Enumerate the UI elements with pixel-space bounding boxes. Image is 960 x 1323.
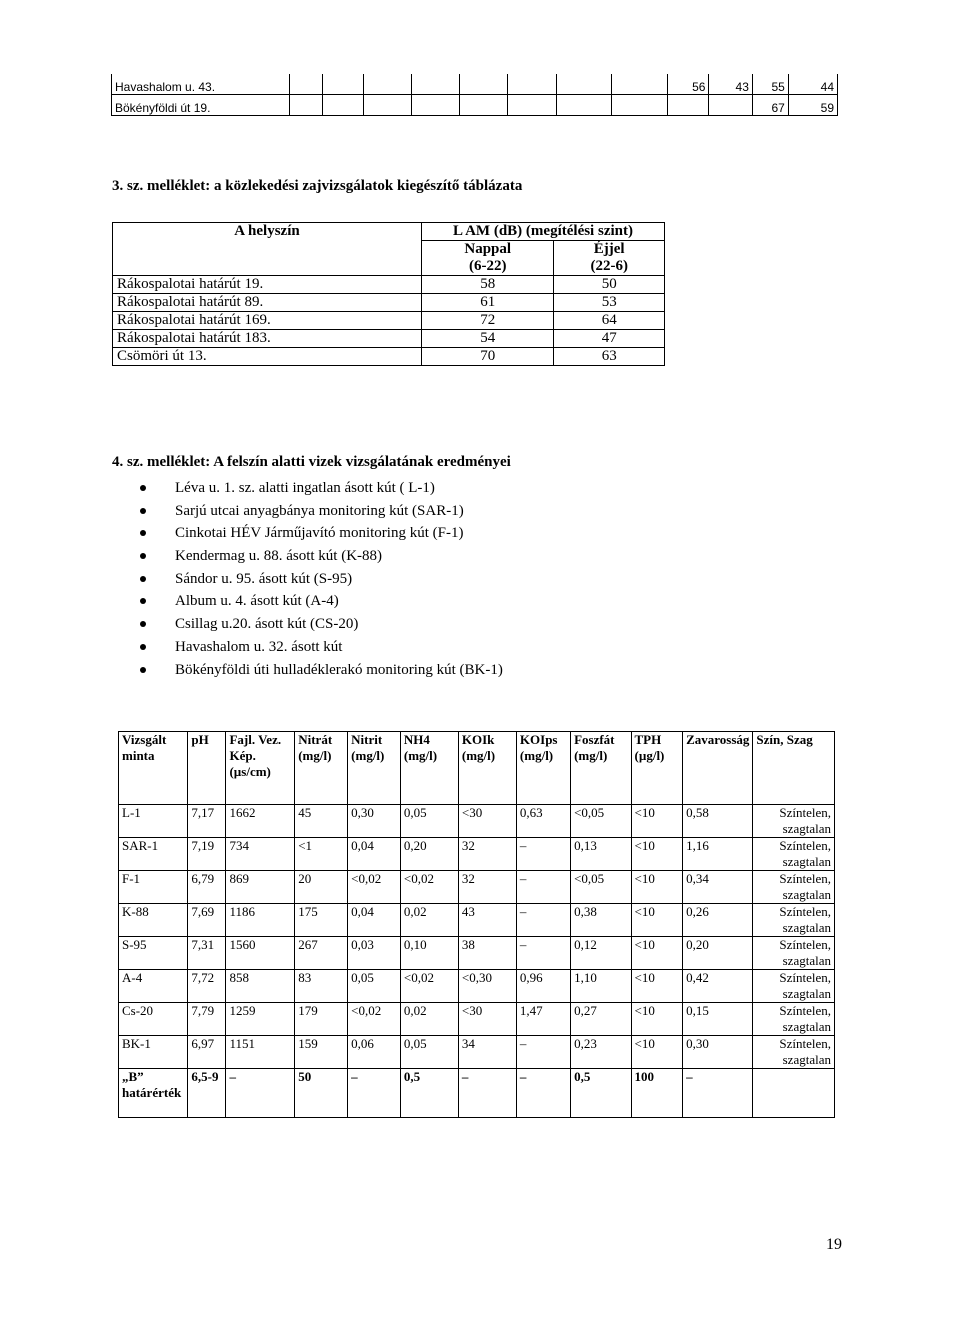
noise-table-body xyxy=(113,223,665,366)
noise-place: Rákospalotai határút 169. xyxy=(113,312,422,330)
water-cell-tph: <10 xyxy=(631,838,683,871)
water-cell-nh4: 0,20 xyxy=(400,838,458,871)
water-header-cell: TPH (µg/l) xyxy=(631,732,683,805)
limit-cell-nitrat: 50 xyxy=(295,1069,348,1118)
water-cell-sample: A-4 xyxy=(119,970,188,1003)
noise-day-value: 70 xyxy=(422,348,554,366)
water-cell-foszfat: 0,13 xyxy=(571,838,631,871)
water-cell-nitrit: 0,30 xyxy=(348,805,401,838)
limit-cell-cond: – xyxy=(226,1069,295,1118)
top-empty-cell xyxy=(508,95,556,116)
water-table-row xyxy=(119,1036,835,1069)
noise-table xyxy=(112,222,665,366)
limit-cell-tph: 100 xyxy=(631,1069,683,1118)
water-cell-zavar: 0,58 xyxy=(683,805,753,838)
water-cell-koips: 0,63 xyxy=(516,805,570,838)
water-cell-tph: <10 xyxy=(631,805,683,838)
water-limit-row xyxy=(119,1069,835,1118)
noise-night-value: 64 xyxy=(554,312,665,330)
water-cell-cond: 1151 xyxy=(226,1036,295,1069)
top-place-cell: Havashalom u. 43. xyxy=(112,74,290,95)
water-cell-nitrat: 179 xyxy=(295,1003,348,1036)
water-cell-nitrit: <0,02 xyxy=(348,871,401,904)
bullet-icon xyxy=(140,621,146,627)
water-table-row xyxy=(119,937,835,970)
water-cell-cond: 858 xyxy=(226,970,295,1003)
water-cell-nh4: <0,02 xyxy=(400,970,458,1003)
well-list-item xyxy=(140,545,503,568)
water-cell-nitrat: <1 xyxy=(295,838,348,871)
water-table-header xyxy=(119,732,835,805)
top-empty-cell xyxy=(363,74,411,95)
water-cell-nitrat: 267 xyxy=(295,937,348,970)
water-cell-ph: 7,79 xyxy=(188,1003,226,1036)
water-cell-tph: <10 xyxy=(631,970,683,1003)
top-value-cell: 44 xyxy=(788,74,837,95)
water-cell-koik: <30 xyxy=(458,1003,516,1036)
water-cell-koik: 43 xyxy=(458,904,516,937)
water-cell-szin: Színtelen, szagtalan xyxy=(753,805,835,838)
water-cell-zavar: 0,15 xyxy=(683,1003,753,1036)
water-cell-koips: – xyxy=(516,937,570,970)
water-cell-tph: <10 xyxy=(631,937,683,970)
top-empty-cell xyxy=(460,95,508,116)
water-table-row xyxy=(119,904,835,937)
top-empty-cell xyxy=(612,95,668,116)
water-cell-sample: BK-1 xyxy=(119,1036,188,1069)
noise-table-row xyxy=(113,312,665,330)
water-cell-nh4: 0,05 xyxy=(400,805,458,838)
water-table-row xyxy=(119,1003,835,1036)
top-empty-cell xyxy=(556,95,612,116)
water-table-body xyxy=(119,805,835,1118)
bullet-icon xyxy=(140,485,146,491)
water-cell-nitrat: 45 xyxy=(295,805,348,838)
limit-cell-nh4: 0,5 xyxy=(400,1069,458,1118)
water-cell-szin: Színtelen, szagtalan xyxy=(753,970,835,1003)
limit-cell-szin xyxy=(753,1069,835,1118)
water-cell-ph: 7,69 xyxy=(188,904,226,937)
top-empty-cell xyxy=(460,74,508,95)
water-header-cell: KOIps (mg/l) xyxy=(516,732,570,805)
water-header-cell: Nitrit (mg/l) xyxy=(348,732,401,805)
top-empty-cell xyxy=(612,74,668,95)
water-cell-sample: S-95 xyxy=(119,937,188,970)
water-cell-nitrat: 83 xyxy=(295,970,348,1003)
bullet-icon xyxy=(140,667,146,673)
water-cell-zavar: 1,16 xyxy=(683,838,753,871)
well-list-item xyxy=(140,568,503,591)
well-name: Havashalom u. 32. ásott kút xyxy=(175,638,343,655)
top-value-cell xyxy=(709,95,752,116)
water-cell-koik: 38 xyxy=(458,937,516,970)
well-list-item xyxy=(140,659,503,682)
water-cell-nitrit: 0,03 xyxy=(348,937,401,970)
top-empty-cell xyxy=(412,74,460,95)
header-place: A helyszín xyxy=(113,223,422,276)
top-empty-cell xyxy=(412,95,460,116)
water-cell-nitrat: 175 xyxy=(295,904,348,937)
water-table-row xyxy=(119,970,835,1003)
water-cell-cond: 1259 xyxy=(226,1003,295,1036)
water-cell-foszfat: 0,27 xyxy=(571,1003,631,1036)
well-name: Cinkotai HÉV Járműjavító monitoring kút (F-1) xyxy=(175,525,464,542)
top-value-cell: 55 xyxy=(752,74,788,95)
water-cell-cond: 869 xyxy=(226,871,295,904)
water-cell-foszfat: <0,05 xyxy=(571,805,631,838)
noise-night-value: 53 xyxy=(554,294,665,312)
water-cell-nitrit: <0,02 xyxy=(348,1003,401,1036)
limit-cell-foszfat: 0,5 xyxy=(571,1069,631,1118)
water-cell-szin: Színtelen, szagtalan xyxy=(753,838,835,871)
water-cell-sample: F-1 xyxy=(119,871,188,904)
water-cell-zavar: 0,42 xyxy=(683,970,753,1003)
water-cell-koik: 32 xyxy=(458,838,516,871)
noise-night-value: 47 xyxy=(554,330,665,348)
noise-place: Rákospalotai határút 183. xyxy=(113,330,422,348)
appendix-4-title: 4. sz. melléklet: A felszín alatti vizek vizsgálatának eredményei xyxy=(112,454,511,470)
water-cell-tph: <10 xyxy=(631,1003,683,1036)
water-cell-ph: 6,97 xyxy=(188,1036,226,1069)
well-name: Bökényföldi úti hulladéklerakó monitoring kút (BK-1) xyxy=(175,661,503,678)
noise-place: Rákospalotai határút 89. xyxy=(113,294,422,312)
water-cell-sample: L-1 xyxy=(119,805,188,838)
top-empty-cell xyxy=(508,74,556,95)
noise-table-row xyxy=(113,276,665,294)
noise-day-value: 61 xyxy=(422,294,554,312)
water-header-cell: Vizsgált minta xyxy=(119,732,188,805)
top-empty-cell xyxy=(289,74,322,95)
header-lam: L AM (dB) (megítélési szint) xyxy=(422,223,665,241)
noise-place: Csömöri út 13. xyxy=(113,348,422,366)
noise-table-row xyxy=(113,348,665,366)
header-day xyxy=(422,241,554,276)
water-cell-ph: 7,72 xyxy=(188,970,226,1003)
water-cell-cond: 1186 xyxy=(226,904,295,937)
top-value-cell xyxy=(667,95,709,116)
bullet-icon xyxy=(140,553,146,559)
water-header-cell: Foszfát (mg/l) xyxy=(571,732,631,805)
noise-table-row xyxy=(113,294,665,312)
water-cell-zavar: 0,26 xyxy=(683,904,753,937)
well-list-item xyxy=(140,636,503,659)
water-header-cell: pH xyxy=(188,732,226,805)
top-value-cell: 56 xyxy=(667,74,709,95)
water-cell-koips: – xyxy=(516,1036,570,1069)
bullet-icon xyxy=(140,598,146,604)
water-cell-zavar: 0,30 xyxy=(683,1036,753,1069)
limit-cell-koips: – xyxy=(516,1069,570,1118)
limit-cell-ph: 6,5-9 xyxy=(188,1069,226,1118)
top-value-cell: 43 xyxy=(709,74,752,95)
water-quality-table xyxy=(118,731,835,1118)
top-value-cell: 67 xyxy=(752,95,788,116)
noise-night-value: 50 xyxy=(554,276,665,294)
bullet-icon xyxy=(140,644,146,650)
water-cell-foszfat: 0,12 xyxy=(571,937,631,970)
water-cell-ph: 7,17 xyxy=(188,805,226,838)
noise-night-value: 63 xyxy=(554,348,665,366)
header-night xyxy=(554,241,665,276)
water-cell-nitrit: 0,04 xyxy=(348,838,401,871)
water-header-cell: Szín, Szag xyxy=(753,732,835,805)
water-cell-ph: 7,31 xyxy=(188,937,226,970)
noise-table-row xyxy=(113,330,665,348)
well-name: Léva u. 1. sz. alatti ingatlan ásott kút ( L-1) xyxy=(175,480,435,496)
water-cell-szin: Színtelen, szagtalan xyxy=(753,904,835,937)
water-cell-szin: Színtelen, szagtalan xyxy=(753,871,835,904)
water-header-cell: Fajl. Vez. Kép. (µs/cm) xyxy=(226,732,295,805)
water-cell-koips: 1,47 xyxy=(516,1003,570,1036)
water-cell-nitrat: 20 xyxy=(295,871,348,904)
water-cell-cond: 1662 xyxy=(226,805,295,838)
water-cell-koips: – xyxy=(516,904,570,937)
top-value-cell: 59 xyxy=(788,95,837,116)
noise-day-value: 58 xyxy=(422,276,554,294)
limit-cell-zavar: – xyxy=(683,1069,753,1118)
water-cell-sample: Cs-20 xyxy=(119,1003,188,1036)
bullet-icon xyxy=(140,530,146,536)
water-cell-nitrat: 159 xyxy=(295,1036,348,1069)
water-table-row xyxy=(119,805,835,838)
water-cell-zavar: 0,20 xyxy=(683,937,753,970)
water-cell-koik: 32 xyxy=(458,871,516,904)
water-header-cell: NH4 (mg/l) xyxy=(400,732,458,805)
water-cell-tph: <10 xyxy=(631,904,683,937)
well-list-item xyxy=(140,477,503,500)
water-cell-ph: 6,79 xyxy=(188,871,226,904)
top-empty-cell xyxy=(363,95,411,116)
water-cell-cond: 734 xyxy=(226,838,295,871)
water-cell-szin: Színtelen, szagtalan xyxy=(753,1036,835,1069)
well-list-item xyxy=(140,613,503,636)
water-cell-nitrit: 0,06 xyxy=(348,1036,401,1069)
bullet-icon xyxy=(140,508,146,514)
well-list-item xyxy=(140,590,503,613)
water-cell-szin: Színtelen, szagtalan xyxy=(753,937,835,970)
water-header-cell: Nitrát (mg/l) xyxy=(295,732,348,805)
water-cell-foszfat: 1,10 xyxy=(571,970,631,1003)
water-cell-szin: Színtelen, szagtalan xyxy=(753,1003,835,1036)
water-cell-foszfat: 0,23 xyxy=(571,1036,631,1069)
bullet-icon xyxy=(140,576,146,582)
water-table-row xyxy=(119,871,835,904)
water-cell-sample: K-88 xyxy=(119,904,188,937)
well-name: Kendermag u. 88. ásott kút (K-88) xyxy=(175,548,383,565)
noise-place: Rákospalotai határút 19. xyxy=(113,276,422,294)
water-cell-ph: 7,19 xyxy=(188,838,226,871)
well-list-item xyxy=(140,500,503,523)
noise-day-value: 54 xyxy=(422,330,554,348)
water-cell-koips: – xyxy=(516,838,570,871)
page-number: 19 xyxy=(826,1236,842,1253)
water-header-cell: Zavarosság xyxy=(683,732,753,805)
water-cell-sample: SAR-1 xyxy=(119,838,188,871)
well-name: Album u. 4. ásott kút (A-4) xyxy=(175,593,339,610)
water-cell-nh4: 0,02 xyxy=(400,904,458,937)
well-name: Csillag u.20. ásott kút (CS-20) xyxy=(175,616,359,633)
water-cell-koik: <0,30 xyxy=(458,970,516,1003)
water-cell-cond: 1560 xyxy=(226,937,295,970)
water-cell-nh4: <0,02 xyxy=(400,871,458,904)
water-cell-nitrit: 0,05 xyxy=(348,970,401,1003)
header-day-hours: (6-22) xyxy=(468,258,507,274)
header-night-hours: (22-6) xyxy=(590,258,628,274)
water-cell-foszfat: <0,05 xyxy=(571,871,631,904)
water-cell-nh4: 0,10 xyxy=(400,937,458,970)
limit-cell-koik: – xyxy=(458,1069,516,1118)
water-cell-koik: <30 xyxy=(458,805,516,838)
wells-list xyxy=(140,477,503,681)
water-header-cell: KOIk (mg/l) xyxy=(458,732,516,805)
top-table-row xyxy=(112,95,838,116)
well-name: Sarjú utcai anyagbánya monitoring kút (SAR-1) xyxy=(175,502,464,519)
top-residual-table xyxy=(111,74,838,116)
well-name: Sándor u. 95. ásott kút (S-95) xyxy=(175,570,353,587)
top-empty-cell xyxy=(556,74,612,95)
water-cell-foszfat: 0,38 xyxy=(571,904,631,937)
water-cell-nh4: 0,05 xyxy=(400,1036,458,1069)
top-table-body xyxy=(112,74,838,116)
water-cell-zavar: 0,34 xyxy=(683,871,753,904)
top-empty-cell xyxy=(323,74,364,95)
noise-day-value: 72 xyxy=(422,312,554,330)
limit-cell-sample: „B” határérték xyxy=(119,1069,188,1118)
header-night-label: Éjjel xyxy=(593,241,625,257)
water-cell-nitrit: 0,04 xyxy=(348,904,401,937)
water-cell-koik: 34 xyxy=(458,1036,516,1069)
top-table-row xyxy=(112,74,838,95)
water-cell-nh4: 0,02 xyxy=(400,1003,458,1036)
water-cell-koips: – xyxy=(516,871,570,904)
water-cell-tph: <10 xyxy=(631,1036,683,1069)
appendix-3-title: 3. sz. melléklet: a közlekedési zajvizsgálatok kiegészítő táblázata xyxy=(112,178,523,194)
well-list-item xyxy=(140,522,503,545)
top-place-cell: Bökényföldi út 19. xyxy=(112,95,290,116)
top-empty-cell xyxy=(323,95,364,116)
header-day-label: Nappal xyxy=(464,241,512,257)
water-cell-tph: <10 xyxy=(631,871,683,904)
top-empty-cell xyxy=(289,95,322,116)
water-cell-koips: 0,96 xyxy=(516,970,570,1003)
limit-cell-nitrit: – xyxy=(348,1069,401,1118)
water-table-row xyxy=(119,838,835,871)
